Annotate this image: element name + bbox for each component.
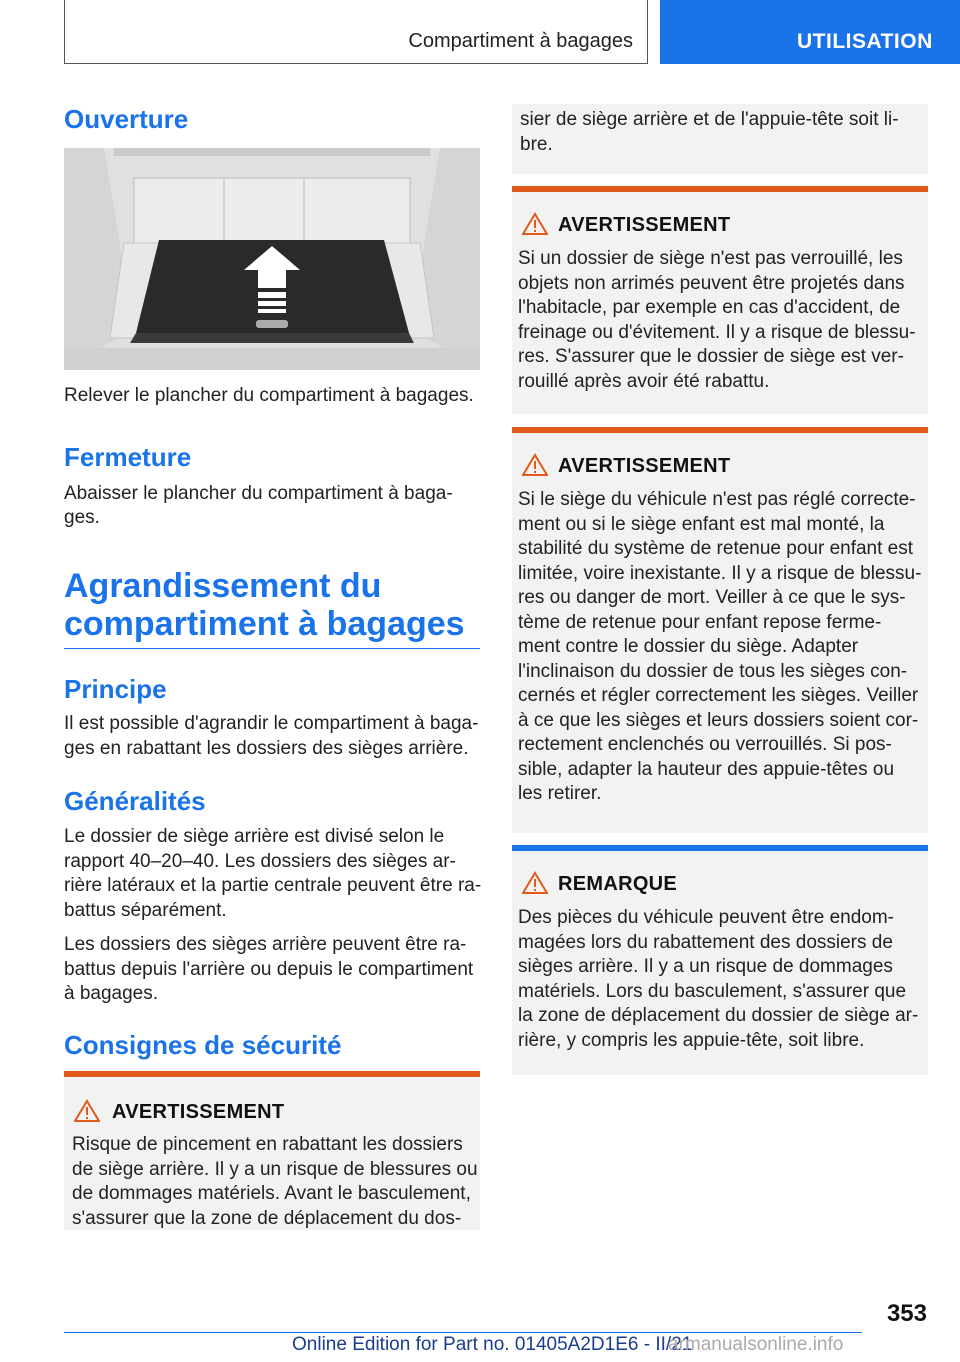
- generalites-p1-line-1: Le dossier de siège arrière est divisé selon le: [64, 826, 445, 847]
- warning-2-line: res. S'assurer que le dossier de siège est ver-: [518, 346, 904, 367]
- warning-1-title: AVERTISSEMENT: [112, 1101, 285, 1123]
- warning-3-line: stabilité du système de retenue pour enfant est: [518, 538, 914, 559]
- edition-text: Online Edition for Part no. 01405A2D1E6 - II/21: [292, 1334, 693, 1355]
- warning-1-cont-line-1: sier de siège arrière et de l'appuie-tête soit li-: [520, 109, 899, 130]
- fermeture-line-1: Abaisser le plancher du compartiment à baga-: [64, 483, 453, 504]
- warning-2-line: objets non arrimés peuvent être projetés dans: [518, 273, 905, 294]
- warning-box-2: [512, 192, 928, 414]
- heading-agrandissement-2: compartiment à bagages: [64, 605, 465, 643]
- note-line: magées lors du rabattement des dossiers de: [518, 932, 893, 953]
- note-line: rière, y compris les appuie-tête, soit libre.: [518, 1030, 865, 1051]
- fermeture-line-2: ges.: [64, 507, 100, 528]
- warning-box-3: [512, 433, 928, 833]
- warning-3-line: rectement enclenchés ou verrouillés. Si pos-: [518, 734, 892, 755]
- generalites-p2-line-2: battus depuis l'arrière ou depuis le compartiment: [64, 959, 474, 980]
- warning-3-line: l'inclinaison du dossier de tous les sièges con-: [518, 661, 908, 682]
- page-number: 353: [886, 1300, 927, 1327]
- warning-triangle-icon: [74, 1099, 100, 1123]
- warning-triangle-icon: [522, 212, 548, 236]
- heading-principe: Principe: [64, 674, 167, 704]
- section-tab-label: UTILISATION: [797, 30, 933, 53]
- section-tab[interactable]: [660, 0, 960, 64]
- heading-consignes: Consignes de sécurité: [64, 1030, 342, 1060]
- warning-3-line: ment contre le dossier du siège. Adapter: [518, 636, 859, 657]
- warning-2-line: Si un dossier de siège n'est pas verrouillé, les: [518, 248, 903, 269]
- header-frame: [64, 0, 648, 64]
- generalites-p1-line-4: battus séparément.: [64, 900, 227, 921]
- warning-triangle-icon: [522, 453, 548, 477]
- note-line: sièges arrière. Il y a un risque de dommages: [518, 956, 893, 977]
- warning-3-line: Si le siège du véhicule n'est pas réglé correcte-: [518, 489, 916, 510]
- trunk-illustration: [64, 148, 480, 370]
- warning-1-cont-line-2: bre.: [520, 134, 553, 155]
- warning-3-line: ment ou si le siège enfant est mal monté, la: [518, 514, 885, 535]
- note-line: matériels. Lors du basculement, s'assurer que: [518, 981, 907, 1002]
- warning-3-line: à ce que les sièges et leurs dossiers soient cor-: [518, 710, 919, 731]
- note-line: Des pièces du véhicule peuvent être endom-: [518, 907, 895, 928]
- warning-3-line: res ou danger de mort. Veiller à ce que le sys-: [518, 587, 906, 608]
- generalites-p2-line-3: à bagages.: [64, 983, 159, 1004]
- figure-caption: Relever le plancher du compartiment à bagages.: [64, 385, 474, 406]
- warning-1-line-2: de siège arrière. Il y a un risque de blessures ou: [72, 1159, 478, 1180]
- warning-3-line: cernés et régler correctement les sièges. Veiller: [518, 685, 919, 706]
- generalites-p2-line-1: Les dossiers des sièges arrière peuvent être ra-: [64, 934, 467, 955]
- heading-agrandissement-1: Agrandissement du: [64, 567, 382, 605]
- warning-3-line: les retirer.: [518, 783, 602, 804]
- warning-3-title: AVERTISSEMENT: [558, 455, 731, 477]
- heading-generalites: Généralités: [64, 786, 206, 816]
- chapter-title: Compartiment à bagages: [408, 30, 633, 52]
- heading-fermeture: Fermeture: [64, 442, 192, 472]
- warning-triangle-icon: [522, 871, 548, 895]
- generalites-p1-line-2: rapport 40–20–40. Les dossiers des sièges ar-: [64, 851, 456, 872]
- warning-1-line-3: de dommages matériels. Avant le basculement,: [72, 1183, 471, 1204]
- heading-ouverture: Ouverture: [64, 104, 189, 134]
- note-title: REMARQUE: [558, 873, 678, 895]
- warning-2-line: l'habitacle, par exemple en cas d'accident, de: [518, 297, 901, 318]
- warning-3-line: tème de retenue pour enfant repose ferme-: [518, 612, 882, 633]
- watermark-text: armanualsonline.info: [668, 1334, 844, 1355]
- note-line: la zone de déplacement du dossier de siège ar-: [518, 1005, 919, 1026]
- heading-rule: [64, 648, 480, 649]
- warning-3-line: limitée, voire inexistante. Il y a risque de blessu-: [518, 563, 922, 584]
- principe-line-2: ges en rabattant les dossiers des sièges arrière.: [64, 738, 469, 759]
- warning-2-line: rouillé après avoir été rabattu.: [518, 371, 770, 392]
- warning-box-1: [64, 1077, 480, 1230]
- warning-1-line-4: s'assurer que la zone de déplacement du dos-: [72, 1208, 462, 1229]
- warning-1-continued: [512, 104, 928, 174]
- warning-1-line-1: Risque de pincement en rabattant les dossiers: [72, 1134, 463, 1155]
- warning-2-line: freinage ou d'évitement. Il y a risque de blessu-: [518, 322, 916, 343]
- trunk-figure: [64, 148, 480, 370]
- note-box: [512, 851, 928, 1075]
- warning-2-title: AVERTISSEMENT: [558, 214, 731, 236]
- warning-3-line: sible, adapter la hauteur des appuie-têtes ou: [518, 759, 895, 780]
- generalites-p1-line-3: rière latéraux et la partie centrale peuvent être ra-: [64, 875, 482, 896]
- principe-line-1: Il est possible d'agrandir le compartiment à baga-: [64, 713, 479, 734]
- footer-rule: [64, 1332, 862, 1333]
